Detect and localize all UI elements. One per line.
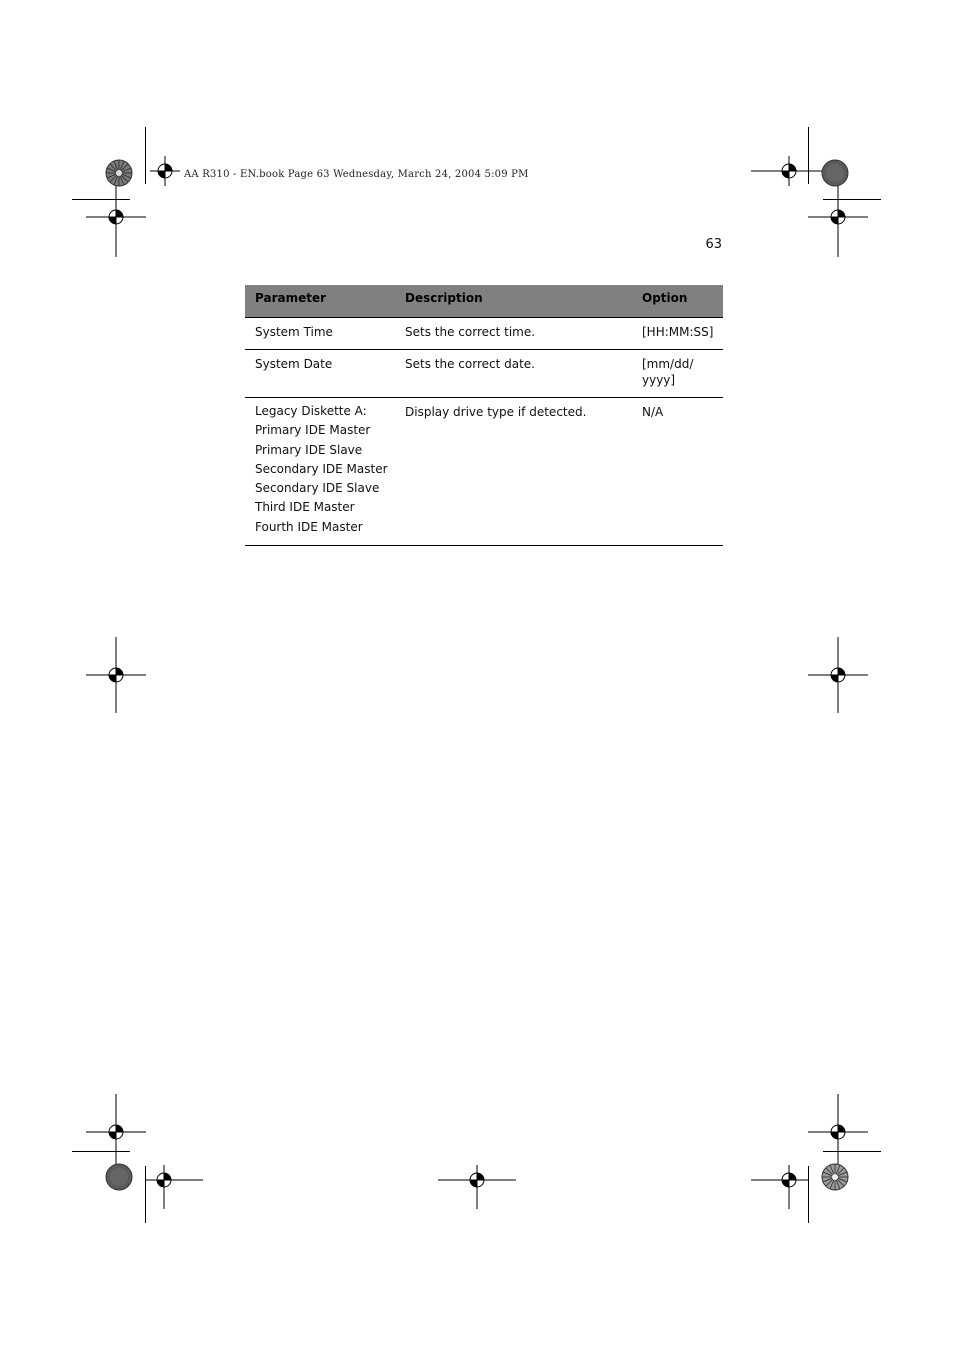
registration-mark-icon	[86, 179, 146, 257]
parameter-line: Secondary IDE Slave	[255, 481, 380, 496]
table-row	[245, 350, 723, 398]
registration-mark-icon	[145, 1165, 203, 1209]
registration-mark-icon	[150, 156, 180, 186]
registration-mark-icon	[438, 1165, 516, 1209]
table-row	[245, 398, 723, 546]
column-header-option: Option	[642, 291, 688, 305]
page-number: 63	[705, 237, 722, 252]
parameter-line: Primary IDE Master	[255, 423, 371, 438]
registration-mark-icon	[808, 637, 868, 713]
registration-mark-icon	[808, 1094, 868, 1170]
registration-mark-icon	[751, 1165, 809, 1209]
registration-mark-icon	[808, 179, 868, 257]
solid-target-icon	[821, 159, 849, 187]
table-header	[245, 285, 723, 318]
option-line: [mm/dd/	[642, 357, 694, 371]
option-cell: N/A	[642, 405, 664, 419]
parameter-line: Fourth IDE Master	[255, 519, 363, 534]
option-cell: [HH:MM:SS]	[642, 325, 714, 339]
registration-mark-icon	[86, 637, 146, 713]
parameter-cell: System Time	[255, 325, 333, 339]
option-line: yyyy]	[642, 373, 676, 387]
solid-target-icon	[105, 1163, 133, 1191]
parameter-table	[245, 285, 723, 546]
parameter-line: Legacy Diskette A:	[255, 404, 367, 418]
column-header-description: Description	[405, 291, 483, 305]
description-cell: Sets the correct date.	[405, 357, 535, 371]
registration-mark-icon	[86, 1094, 146, 1170]
option-cell	[642, 356, 720, 388]
parameter-cell: System Date	[255, 357, 333, 371]
parameter-cell	[255, 402, 395, 537]
description-cell: Display drive type if detected.	[405, 405, 587, 419]
description-cell: Sets the correct time.	[405, 325, 536, 339]
column-header-parameter: Parameter	[255, 291, 327, 305]
starburst-target-icon	[821, 1163, 849, 1191]
table-row	[245, 318, 723, 350]
parameter-line: Third IDE Master	[255, 500, 355, 515]
parameter-line: Primary IDE Slave	[255, 442, 363, 457]
book-slug: AA R310 - EN.book Page 63 Wednesday, March 24, 2004 5:09 PM	[184, 169, 529, 180]
starburst-target-icon	[105, 159, 133, 187]
parameter-line: Secondary IDE Master	[255, 461, 388, 476]
